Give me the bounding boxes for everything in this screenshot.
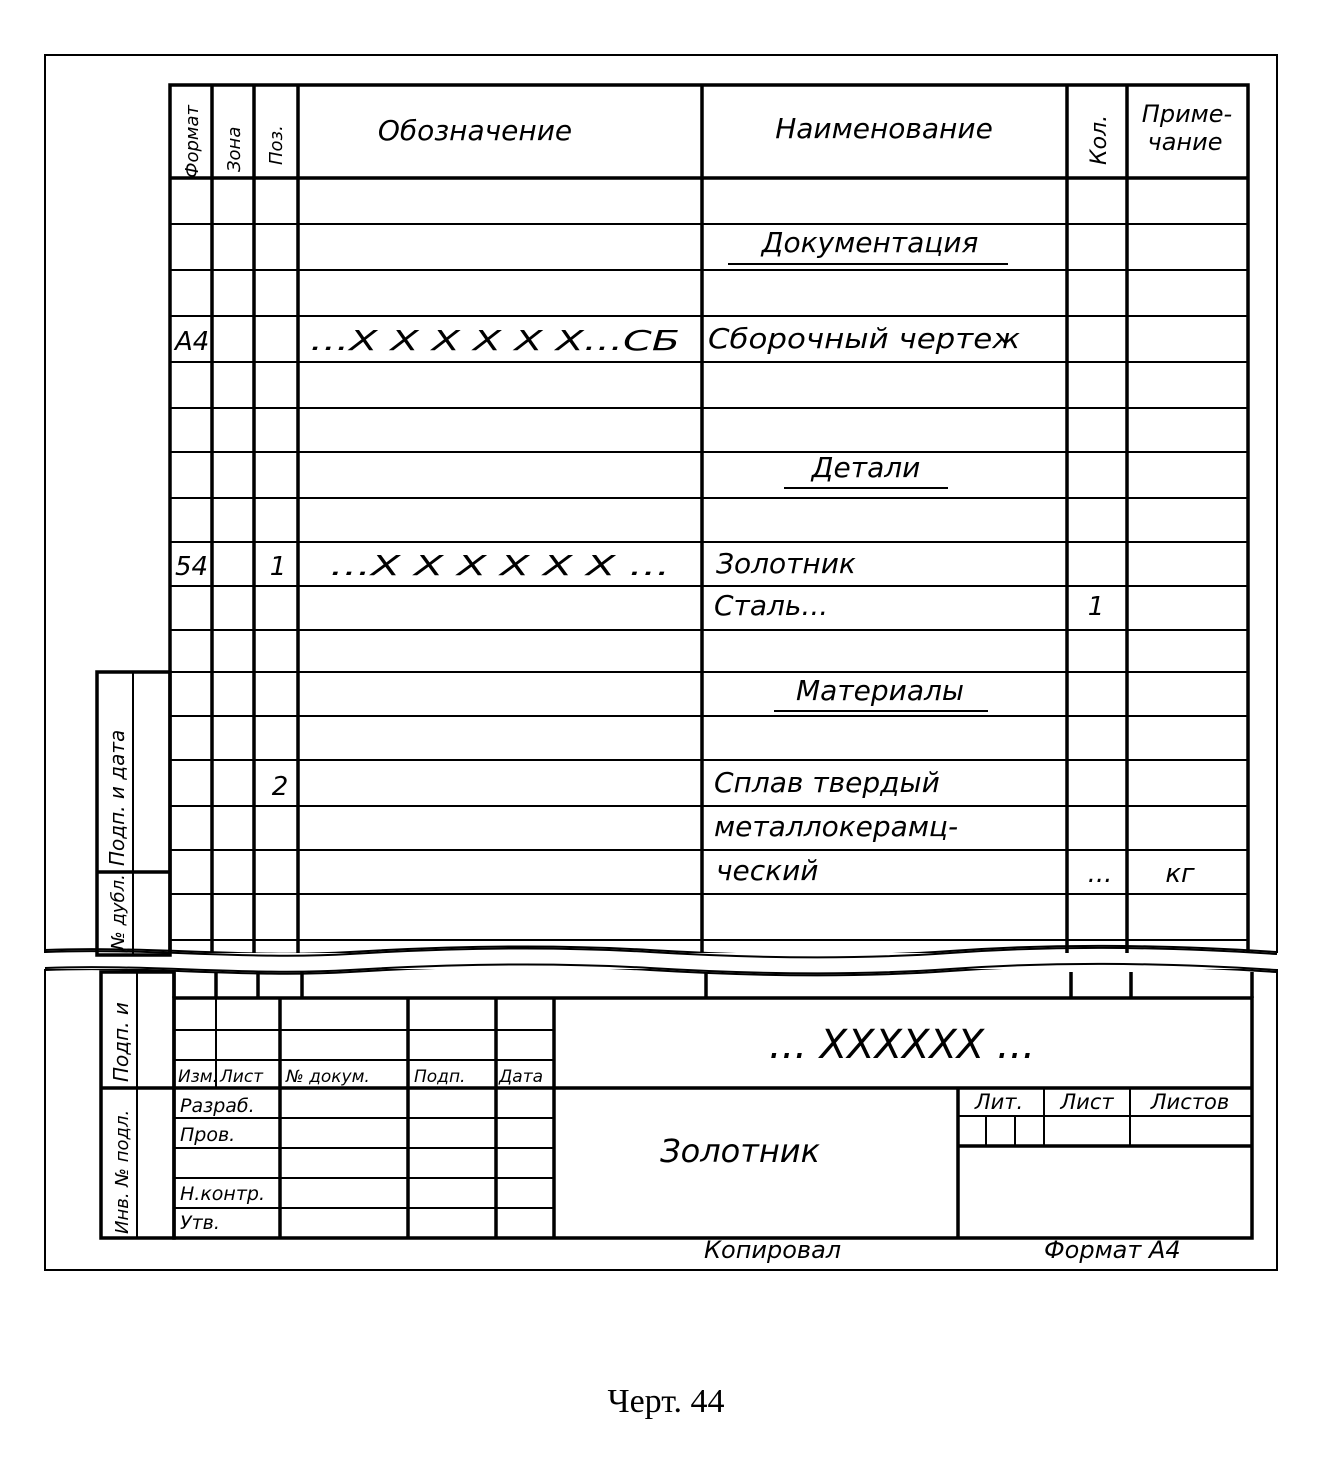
cell-position: 1 [269,552,287,582]
cell-designation: ...X X X X X X ... [330,549,670,582]
footer-copied: Копировал [704,1236,842,1264]
label-sheet: Лист [1060,1090,1114,1114]
cell-position: 2 [271,772,289,802]
title-block [174,998,1252,1238]
cell-name: ческий [716,854,819,887]
table-header [182,100,1232,178]
document-code: ... XXXXXX ... [768,1022,1036,1068]
cell-format: 54 [175,552,209,582]
label-sheets: Листов [1150,1090,1230,1114]
cell-name: Сборочный чертеж [708,322,1020,355]
cell-name: металлокерамц- [714,810,959,843]
label-dup-inventory: № дубл. [108,874,129,950]
col-date: Дата [499,1067,544,1087]
header-note-line1: Приме- [1141,100,1233,128]
table-body [173,226,1195,889]
header-zone: Зона [224,126,245,172]
figure-caption: Черт. 44 [607,1383,725,1420]
label-checked: Пров. [180,1124,236,1146]
cell-quantity: 1 [1087,592,1105,622]
label-letter: Лит. [974,1090,1024,1114]
section-materials: Материалы [796,674,964,707]
label-orig-inventory: Инв. № подл. [112,1109,133,1234]
section-parts: Детали [811,451,921,484]
table-border [170,85,1248,955]
header-note-line2: чание [1147,128,1223,156]
cell-name: Золотник [716,547,856,580]
header-designation: Обозначение [377,114,573,147]
header-position: Поз. [266,125,287,165]
col-change: Изм. [178,1067,218,1087]
label-developed: Разраб. [180,1095,255,1117]
break-gap [0,953,1319,969]
side-stamp [97,672,174,1238]
table-continuation [174,972,1252,998]
cell-note: кг [1165,859,1195,889]
spec-table [170,85,1248,955]
cell-name: Сплав твердый [714,766,940,799]
section-documentation: Документация [761,226,979,259]
header-name: Наименование [775,112,993,145]
label-sign-date: Подп. и дата [105,729,129,866]
header-format: Формат [182,104,203,178]
cell-quantity: ... [1087,859,1113,889]
col-signature: Подп. [414,1067,466,1087]
label-approved: Утв. [180,1212,220,1234]
product-name: Золотник [660,1132,820,1170]
cell-format: А4 [175,327,210,357]
col-doc-number: № докум. [286,1067,370,1087]
label-norm-control: Н.контр. [180,1183,266,1205]
cell-name: Сталь... [714,589,829,622]
cell-designation: ...X X X X X X...СБ [310,324,680,357]
label-sign: Подп. и [109,1002,133,1082]
header-quantity: Кол. [1087,114,1112,165]
col-sheet: Лист [220,1067,264,1087]
footer-format: Формат А4 [1044,1236,1181,1264]
